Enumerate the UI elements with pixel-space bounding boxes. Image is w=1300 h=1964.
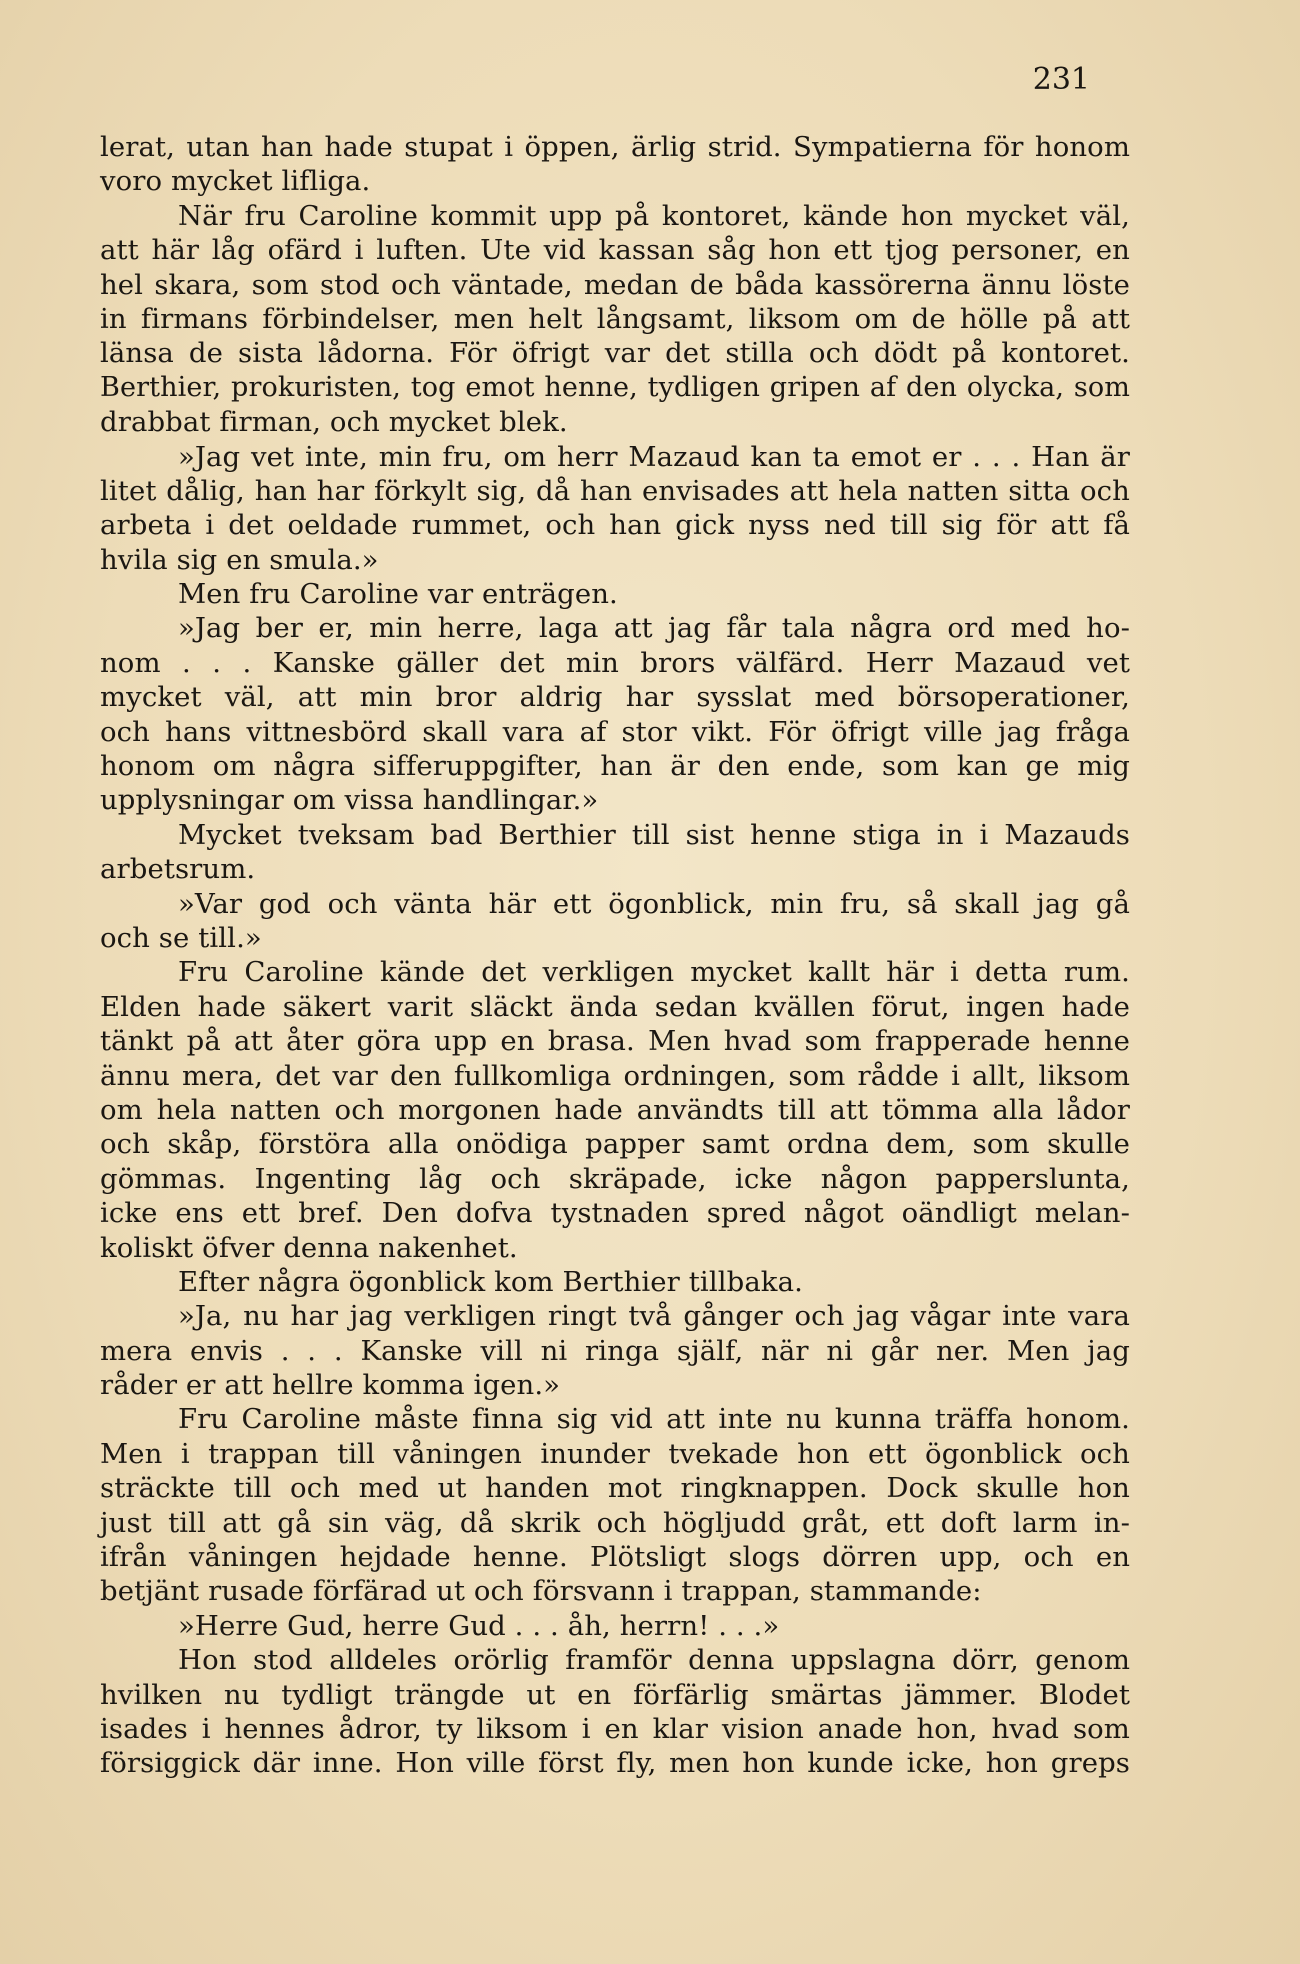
- text-line: upplysningar om vissa handlingar.»: [100, 784, 599, 817]
- text-line: »Jag ber er, min herre, laga att jag får tala några ord med ho-: [178, 612, 1130, 645]
- text-line: »Herre Gud, herre Gud . . . åh, herrn! . . .»: [178, 1609, 780, 1642]
- text-line: hvila sig en smula.»: [100, 543, 379, 576]
- text-line: och se till.»: [100, 921, 262, 954]
- text-line: ifrån våningen hejdade henne. Plötsligt slogs dörren upp, och en: [100, 1541, 1130, 1574]
- text-line: koliskt öfver denna nakenhet.: [100, 1231, 518, 1264]
- text-line: Efter några ögonblick kom Berthier tillbaka.: [178, 1265, 803, 1298]
- page-number: 231: [1032, 62, 1090, 97]
- text-line: hvilken nu tydligt trängde ut en förfärlig smärtas jämmer. Blodet: [100, 1678, 1130, 1711]
- text-line: »Var god och vänta här ett ögonblick, min fru, så skall jag gå: [178, 887, 1130, 920]
- text-line: Men fru Caroline var enträgen.: [178, 578, 618, 611]
- text-line: arbetsrum.: [100, 853, 256, 886]
- text-line: Mycket tveksam bad Berthier till sist henne stiga in i Mazauds: [178, 818, 1130, 851]
- text-line: »Ja, nu har jag verkligen ringt två gånger och jag vågar inte vara: [178, 1300, 1130, 1333]
- text-line: isades i hennes ådror, ty liksom i en klar vision anade hon, hvad som: [100, 1712, 1130, 1745]
- text-line: ännu mera, det var den fullkomliga ordningen, som rådde i allt, liksom: [100, 1059, 1130, 1092]
- text-line: »Jag vet inte, min fru, om herr Mazaud kan ta emot er . . . Han är: [178, 440, 1130, 473]
- body-text: [100, 130, 1130, 1781]
- text-line: betjänt rusade förfärad ut och försvann i trappan, stammande:: [100, 1575, 982, 1608]
- text-line: råder er att hellre komma igen.»: [100, 1369, 561, 1402]
- text-line: Elden hade säkert varit släckt ända sedan kvällen förut, ingen hade: [100, 990, 1130, 1023]
- text-line: in firmans förbindelser, men helt långsamt, liksom om de hölle på att: [100, 302, 1130, 335]
- text-line: Men i trappan till våningen inunder tvekade hon ett ögonblick och: [100, 1437, 1130, 1470]
- text-line: drabbat firman, och mycket blek.: [100, 406, 568, 439]
- text-line: mycket väl, att min bror aldrig har sysslat med börsoperationer,: [100, 681, 1130, 714]
- text-line: nom . . . Kanske gäller det min brors välfärd. Herr Mazaud vet: [100, 646, 1130, 679]
- text-line: att här låg ofärd i luften. Ute vid kassan såg hon ett tjog personer, en: [100, 234, 1130, 267]
- text-line: arbeta i det oeldade rummet, och han gick nyss ned till sig för att få: [100, 509, 1130, 542]
- text-line: hel skara, som stod och väntade, medan de båda kassörerna ännu löste: [100, 268, 1130, 301]
- text-line: icke ens ett bref. Den dofva tystnaden spred något oändligt melan-: [100, 1197, 1130, 1230]
- text-line: och skåp, förstöra alla onödiga papper samt ordna dem, som skulle: [100, 1128, 1130, 1161]
- text-line: Fru Caroline kände det verkligen mycket kallt här i detta rum.: [178, 956, 1130, 989]
- text-line: om hela natten och morgonen hade användts till att tömma alla lådor: [100, 1093, 1130, 1126]
- text-line: honom om några sifferuppgifter, han är den ende, som kan ge mig: [100, 750, 1130, 783]
- text-line: mera envis . . . Kanske vill ni ringa själf, när ni går ner. Men jag: [100, 1334, 1130, 1367]
- text-line: just till att gå sin väg, då skrik och högljudd gråt, ett doft larm in-: [100, 1506, 1130, 1539]
- text-line: Hon stod alldeles orörlig framför denna uppslagna dörr, genom: [178, 1644, 1130, 1677]
- text-line: försiggick där inne. Hon ville först fly, men hon kunde icke, hon greps: [100, 1747, 1130, 1780]
- text-line: När fru Caroline kommit upp på kontoret, kände hon mycket väl,: [178, 199, 1130, 232]
- text-line: Berthier, prokuristen, tog emot henne, tydligen gripen af den olycka, som: [100, 371, 1130, 403]
- text-line: sträckte till och med ut handen mot ringknappen. Dock skulle hon: [100, 1472, 1130, 1505]
- text-line: Fru Caroline måste finna sig vid att inte nu kunna träffa honom.: [178, 1403, 1130, 1436]
- text-line: lerat, utan han hade stupat i öppen, ärlig strid. Sympatierna för honom: [100, 131, 1130, 163]
- text-line: länsa de sista lådorna. För öfrigt var det stilla och dödt på kontoret.: [100, 337, 1130, 370]
- text-line: tänkt på att åter göra upp en brasa. Men hvad som frapperade henne: [100, 1025, 1130, 1058]
- text-line: litet dålig, han har förkylt sig, då han envisades att hela natten sitta och: [100, 474, 1130, 507]
- text-line: gömmas. Ingenting låg och skräpade, icke någon papperslunta,: [100, 1162, 1130, 1195]
- text-line: voro mycket lifliga.: [100, 165, 371, 198]
- text-line: och hans vittnesbörd skall vara af stor vikt. För öfrigt ville jag fråga: [100, 715, 1130, 748]
